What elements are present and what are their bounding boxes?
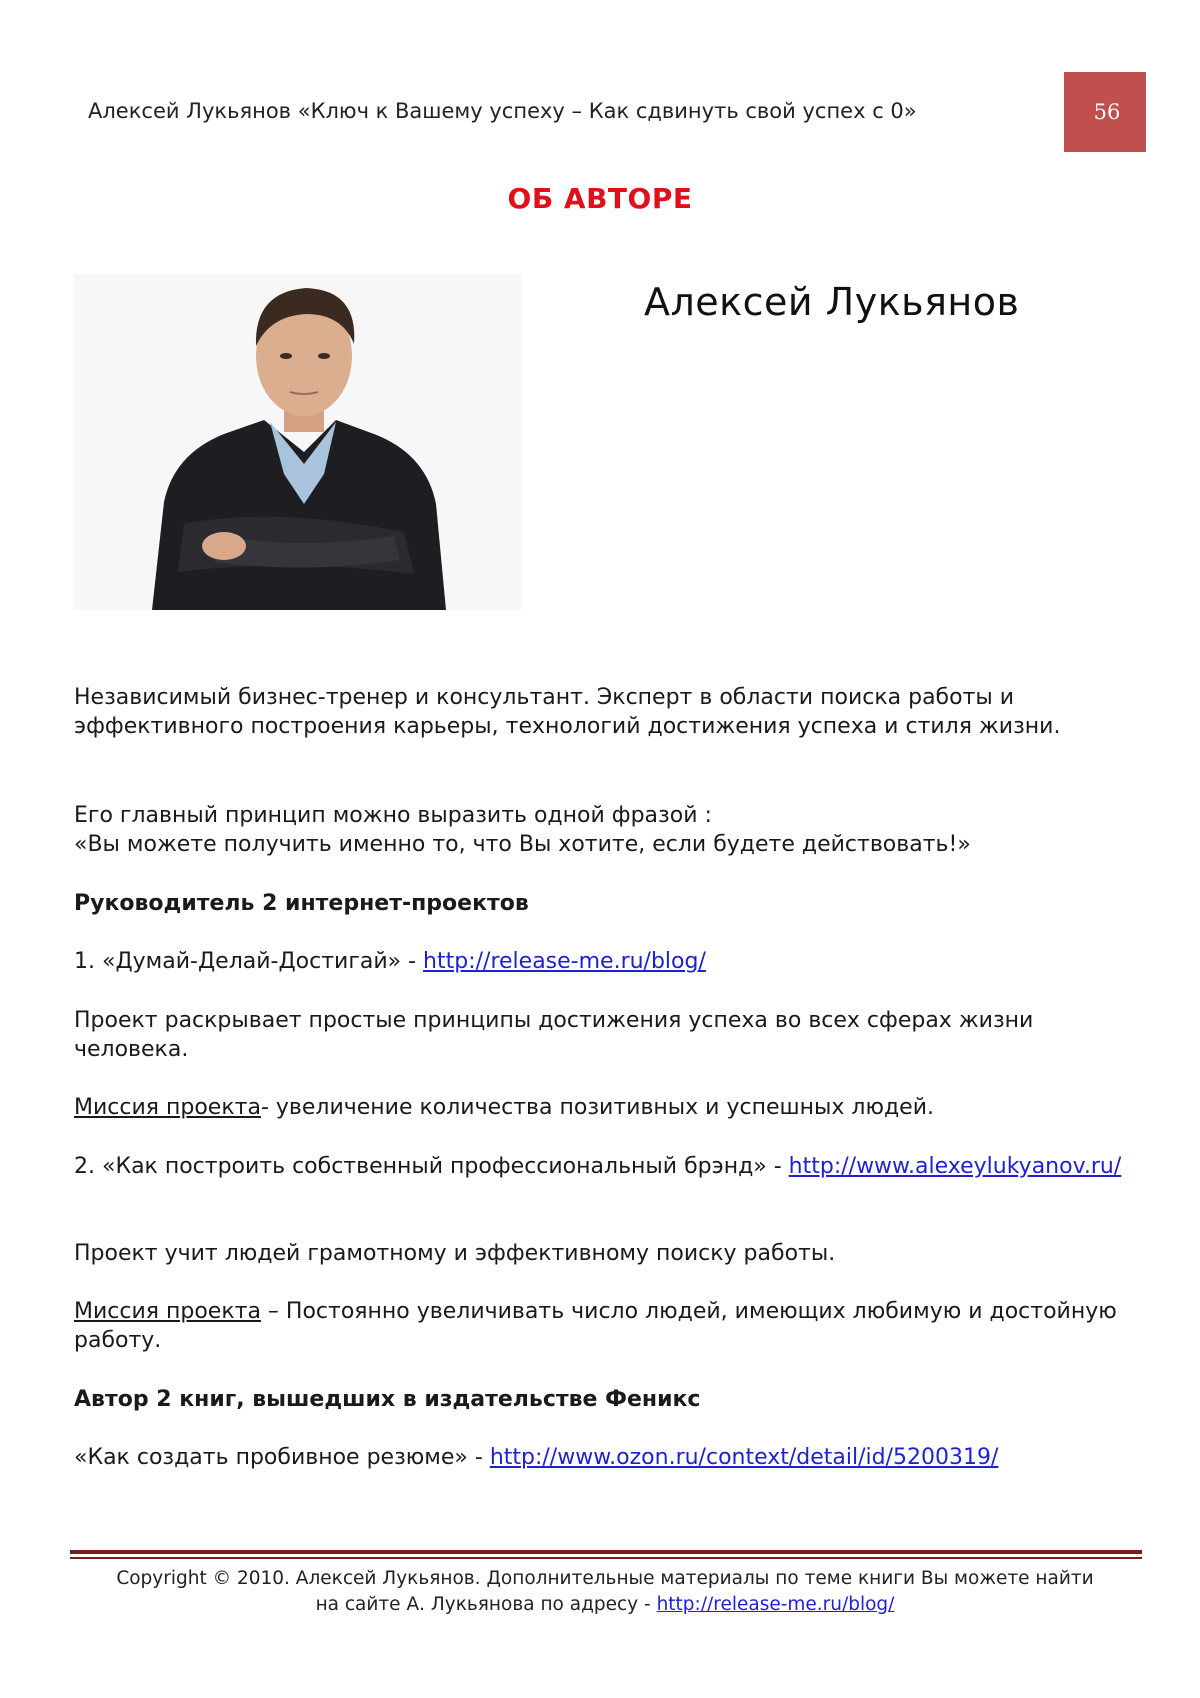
principle-line-1: Его главный принцип можно выразить одной фразой : — [74, 803, 712, 828]
author-photo — [74, 274, 522, 610]
projects-heading: Руководитель 2 интернет-проектов — [74, 891, 529, 916]
project-2-mission-text: – Постоянно увеличивать число людей, имеющих любимую и достойную работу. — [74, 1299, 1117, 1353]
mission-label: Миссия проекта — [74, 1299, 261, 1324]
principle-line-2: «Вы можете получить именно то, что Вы хотите, если будете действовать!» — [74, 832, 971, 857]
footer — [60, 1566, 1150, 1618]
project-2-title: 2. «Как построить собственный профессиональный брэнд» - — [74, 1154, 789, 1179]
author-portrait-image — [74, 274, 522, 610]
books-heading: Автор 2 книг, вышедших в издательстве Феникс — [74, 1387, 701, 1412]
project-2-link[interactable]: http://www.alexeylukyanov.ru/ — [788, 1154, 1122, 1179]
footer-address-text: на сайте А. Лукьянова по адресу - — [315, 1594, 657, 1615]
footer-line-2 — [60, 1592, 1150, 1618]
book-1-line — [74, 1443, 1134, 1472]
principle-paragraph — [74, 801, 1134, 859]
footer-divider-thick — [70, 1550, 1142, 1554]
project-1-mission — [74, 1093, 1134, 1122]
project-1-mission-text: - увеличение количества позитивных и успешных людей. — [260, 1095, 935, 1120]
page-number-badge: 56 — [1064, 72, 1146, 152]
footer-divider-thin — [70, 1557, 1142, 1559]
footer-blog-link[interactable]: http://release-me.ru/blog/ — [656, 1594, 895, 1615]
section-heading: ОБ АВТОРЕ — [507, 182, 693, 215]
project-2-line — [74, 1152, 1134, 1181]
project-1-title: 1. «Думай-Делай-Достигай» - — [74, 949, 424, 974]
intro-paragraph — [74, 683, 1134, 741]
project-1-description: Проект раскрывает простые принципы достижения успеха во всех сферах жизни человека. — [74, 1008, 1034, 1062]
mission-label: Миссия проекта — [74, 1095, 261, 1120]
book-1-link[interactable]: http://www.ozon.ru/context/detail/id/5200319/ — [489, 1445, 999, 1470]
running-header-title: Алексей Лукьянов «Ключ к Вашему успеху – Как сдвинуть свой успех с 0» — [88, 99, 917, 123]
author-name-heading: Алексей Лукьянов — [644, 280, 1020, 324]
project-1-link[interactable]: http://release-me.ru/blog/ — [423, 949, 706, 974]
intro-text: Независимый бизнес-тренер и консультант. Эксперт в области поиска работы и эффективного построения карьеры, технологий достижения успеха и стиля жизни. — [74, 685, 1061, 739]
book-1-title: «Как создать пробивное резюме» - — [74, 1445, 490, 1470]
footer-copyright: Copyright © 2010. Алексей Лукьянов. Дополнительные материалы по теме книги Вы можете найти — [116, 1568, 1094, 1589]
project-2-description: Проект учит людей грамотному и эффективному поиску работы. — [74, 1241, 836, 1266]
project-1-line — [74, 947, 1134, 976]
project-2-mission — [74, 1297, 1134, 1355]
